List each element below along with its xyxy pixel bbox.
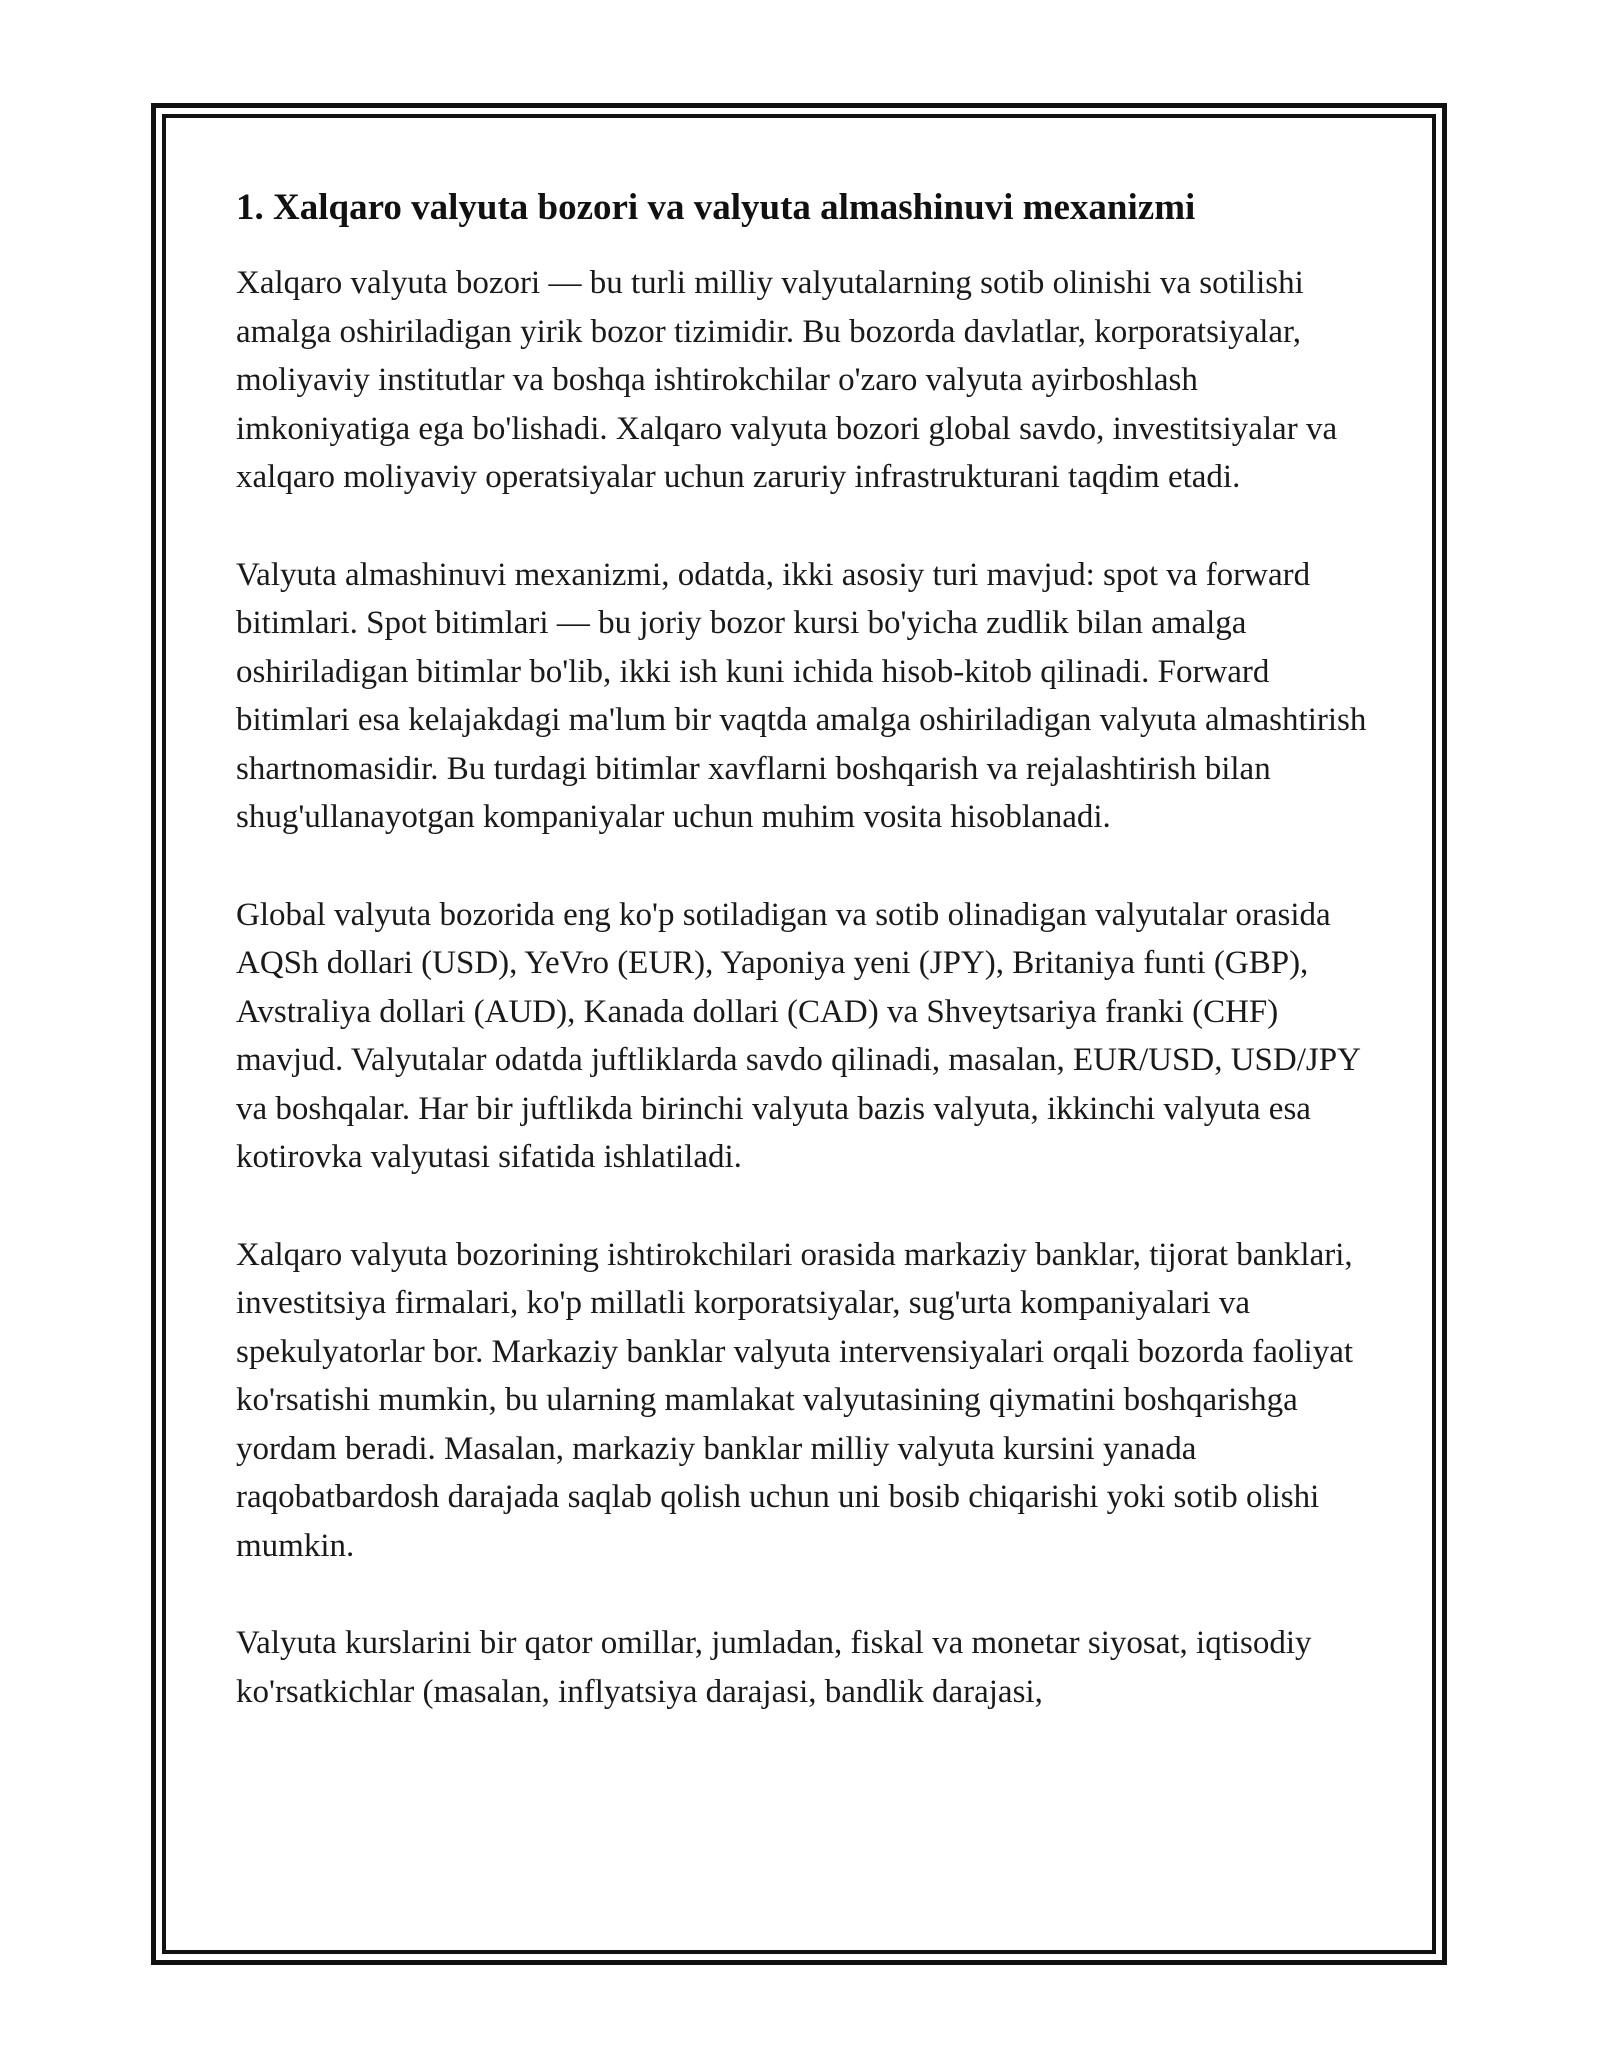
- section-heading: 1. Xalqaro valyuta bozori va valyuta almashinuvi mexanizmi: [236, 187, 1196, 228]
- paragraph-5: Valyuta kurslarini bir qator omillar, jumladan, fiskal va monetar siyosat, iqtisodiy ko'rsatkichlar (masalan, inflyatsiya darajasi, bandlik darajasi,: [236, 1625, 1312, 1710]
- paragraph-1: Xalqaro valyuta bozori — bu turli milliy valyutalarning sotib olinishi va sotilishi amalga oshiriladigan yirik bozor tizimidir. Bu bozorda davlatlar, korporatsiyalar, moliyaviy institutlar va boshqa ishtirokchilar o'zaro valyuta ayirboshlash imkoniyatiga ega bo'lishadi. Xalqaro valyuta bozori global savdo, investitsiyalar va xalqaro moliyaviy operatsiyalar uchun zaruriy infrastrukturani taqdim etadi.: [236, 265, 1338, 495]
- paragraph-2: Valyuta almashinuvi mexanizmi, odatda, ikki asosiy turi mavjud: spot va forward bitimlari. Spot bitimlari — bu joriy bozor kursi bo'yicha zudlik bilan amalga oshiriladigan bitimlar bo'lib, ikki ish kuni ichida hisob-kitob qilinadi. Forward bitimlari esa kelajakdagi ma'lum bir vaqtda amalga oshiriladigan valyuta almashtirish shartnomasidir. Bu turdagi bitimlar xavflarni boshqarish va rejalashtirish bilan shug'ullanayotgan kompaniyalar uchun muhim vosita hisoblanadi.: [236, 556, 1367, 835]
- document-body: [236, 185, 1376, 1765]
- paragraph-3: Global valyuta bozorida eng ko'p sotiladigan va sotib olinadigan valyutalar orasida AQSh dollari (USD), YeVro (EUR), Yaponiya yeni (JPY), Britaniya funti (GBP), Avstraliya dollari (AUD), Kanada dollari (CAD) va Shveytsariya franki (CHF) mavjud. Valyutalar odatda juftliklarda savdo qilinadi, masalan, EUR/USD, USD/JPY va boshqalar. Har bir juftlikda birinchi valyuta bazis valyuta, ikkinchi valyuta esa kotirovka valyutasi sifatida ishlatiladi.: [236, 896, 1360, 1175]
- paragraph-4: Xalqaro valyuta bozorining ishtirokchilari orasida markaziy banklar, tijorat banklari, investitsiya firmalari, ko'p millatli korporatsiyalar, sug'urta kompaniyalari va spekulyatorlar bor. Markaziy banklar valyuta intervensiyalari orqali bozorda faoliyat ko'rsatishi mumkin, bu ularning mamlakat valyutasining qiymatini boshqarishga yordam beradi. Masalan, markaziy banklar milliy valyuta kursini yanada raqobatbardosh darajada saqlab qolish uchun uni bosib chiqarishi yoki sotib olishi mumkin.: [236, 1236, 1354, 1564]
